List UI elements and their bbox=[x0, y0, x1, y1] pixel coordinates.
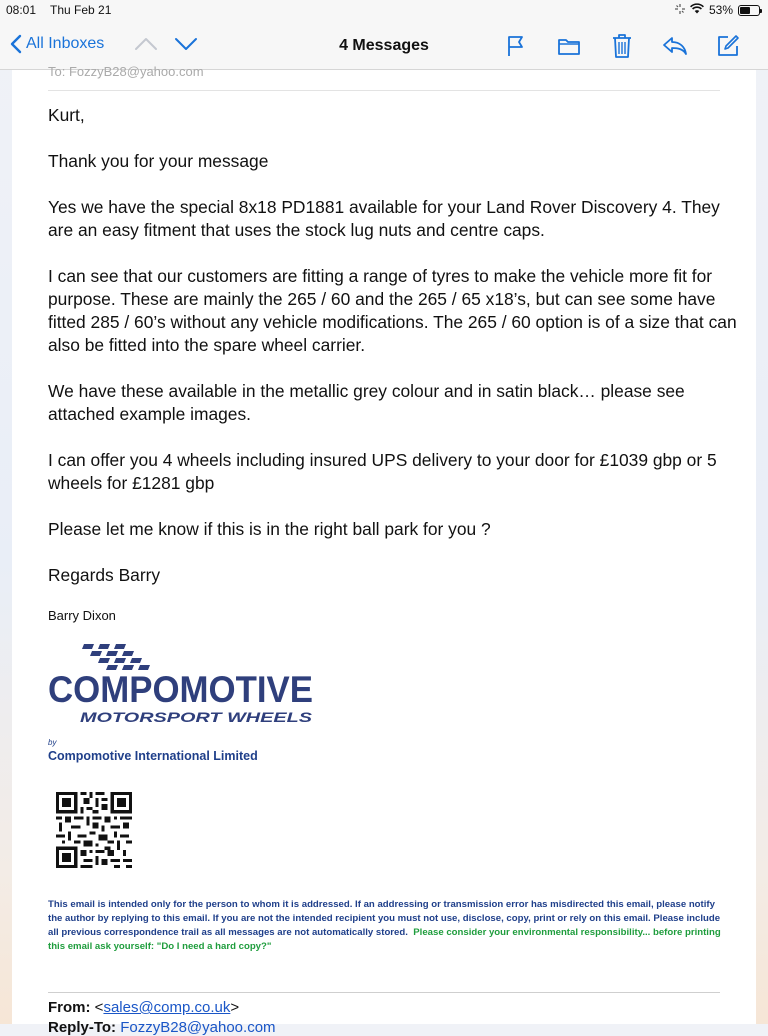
previous-message-button[interactable] bbox=[134, 36, 158, 57]
status-bar bbox=[0, 0, 768, 22]
trash-icon bbox=[611, 33, 633, 59]
reply-to-label: Reply-To: bbox=[48, 1019, 117, 1036]
message-arrows bbox=[134, 36, 198, 57]
quoted-divider bbox=[48, 992, 720, 993]
chevron-down-icon bbox=[174, 36, 198, 52]
body-paragraph: I can see that our customers are fitting a range of tyres to make the vehicle more fit for purpose. These are mainly the 265 / 60 and the 265 / 65 x18’s, but can see some have fitted 285 / 60’s without any vehicle modifications. The 265 / 60 option is of a size that can also be fitted into the spare wheel carrier. bbox=[48, 266, 737, 355]
battery-percent: 53% bbox=[708, 3, 733, 17]
email-message-card bbox=[12, 64, 756, 1036]
quoted-reply-to-line bbox=[48, 1019, 276, 1036]
trash-button[interactable] bbox=[595, 31, 648, 61]
checkered-flag-icon bbox=[82, 644, 150, 670]
body-paragraph: Please let me know if this is in the right ball park for you ? bbox=[48, 519, 491, 539]
flag-button[interactable] bbox=[489, 31, 542, 61]
reply-icon bbox=[662, 36, 688, 56]
greeting: Kurt, bbox=[48, 105, 85, 125]
body-paragraph: We have these available in the metallic grey colour and in satin black… please see attached example images. bbox=[48, 381, 685, 424]
quoted-from-line: From: <sales@comp.co.uk> bbox=[48, 999, 240, 1016]
reply-to-value[interactable]: FozzyB28@yahoo.com bbox=[120, 1019, 276, 1036]
reply-button[interactable] bbox=[648, 31, 701, 61]
body-paragraph: Yes we have the special 8x18 PD1881 available for your Land Rover Discovery 4. They are an easy fitment that uses the stock lug nuts and centre caps. bbox=[48, 197, 720, 240]
move-to-folder-button[interactable] bbox=[542, 31, 595, 61]
company-name: Compomotive International Limited bbox=[48, 749, 258, 763]
mail-nav-bar bbox=[0, 22, 768, 70]
status-right bbox=[675, 3, 760, 17]
next-message-button[interactable] bbox=[174, 36, 198, 57]
body-paragraph: I can offer you 4 wheels including insured UPS delivery to your door for £1039 gbp or 5 wheels for £1281 gbp bbox=[48, 450, 717, 493]
disclaimer-text: This email is intended only for the person to whom it is addressed. If an addressing or transmission error has misdirected this email, please notify the author by replying to this email. If you are not the intended recipient you must not use, disclose, copy, print or rely on this email. Please include all previous correspondence trail as all messages are not automatically stored. bbox=[48, 899, 721, 938]
from-label: From: bbox=[48, 999, 91, 1016]
flag-icon bbox=[506, 35, 526, 57]
compose-icon bbox=[716, 34, 740, 58]
email-body bbox=[48, 104, 738, 627]
chevron-up-icon bbox=[134, 36, 158, 52]
signature-name: Barry Dixon bbox=[48, 608, 116, 623]
qr-code-icon bbox=[56, 792, 132, 868]
wifi-icon bbox=[690, 3, 704, 17]
status-time: 08:01 bbox=[6, 3, 37, 17]
mail-actions bbox=[489, 31, 754, 61]
header-divider bbox=[48, 90, 720, 91]
compomotive-logo bbox=[48, 640, 318, 730]
logo-tagline: MOTORSPORT WHEELS bbox=[80, 709, 313, 725]
recipient-line-cutoff: To: FozzyB28@yahoo.com bbox=[48, 64, 204, 79]
folder-icon bbox=[557, 36, 581, 56]
by-label: by bbox=[48, 738, 57, 747]
logo-wordmark: COMPOMOTIVE bbox=[48, 669, 313, 710]
email-disclaimer bbox=[48, 898, 728, 954]
chevron-left-icon bbox=[10, 34, 22, 54]
environment-note: Please consider your environmental responsibility... before printing this email ask yourself: "Do I need a hard copy?" bbox=[48, 927, 721, 952]
battery-fill bbox=[740, 7, 750, 14]
battery-icon bbox=[738, 5, 760, 16]
body-paragraph: Thank you for your message bbox=[48, 151, 269, 171]
back-label: All Inboxes bbox=[26, 35, 105, 52]
from-email-link[interactable]: sales@comp.co.uk bbox=[103, 999, 231, 1016]
back-to-inboxes-button[interactable] bbox=[10, 34, 104, 54]
compose-button[interactable] bbox=[701, 31, 754, 61]
activity-icon bbox=[675, 3, 685, 17]
signoff: Regards Barry bbox=[48, 565, 161, 585]
thread-title: 4 Messages bbox=[339, 37, 429, 54]
status-date: Thu Feb 21 bbox=[50, 3, 112, 17]
